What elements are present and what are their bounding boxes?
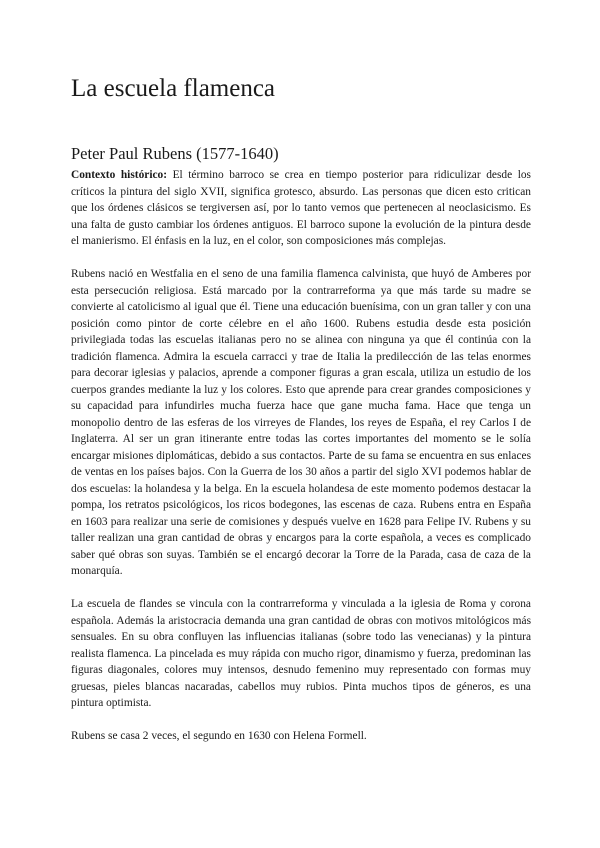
page-title: La escuela flamenca [71,75,276,102]
section-heading: Peter Paul Rubens (1577-1640) [71,144,279,163]
biography-paragraph: Rubens nació en Westfalia en el seno de una familia flamenca calvinista, que huyó de Amberes por esta persecución religiosa. Está marcado por la contrarreforma ya que más tarde su madre se convierte al catolicismo al igual que él. Tiene una educación buenísima, con un gran taller y con una posición como pintor de corte célebre en el año 1600. Rubens estudia desde esta posición privilegiada todas las escuelas italianas pero no se alinea con ninguna ya que él continúa con la tradición flamenca. Admira la escuela carracci y trae de Italia la predilección de las telas enormes para decorar iglesias y palacios, aprende a componer figuras a gran escala, utiliza un estudio de los cuerpos grandes mediante la luz y los colores. Esto que aprende para crear grandes composiciones y su capacidad para infundirles mucha fuerza hace que gane mucha fama. Hace que tenga un monopolio dentro de las esferas de los virreyes de Flandes, los reyes de España, el rey Carlos I de Inglaterra. Al ser un gran itinerante entre todas las cortes importantes del momento se le solía encargar misiones diplomáticas, debido a sus contactos. Parte de su fama se encuentra en sus enlaces de ventas en los países bajos. Con la Guerra de los 30 años a partir del siglo XVI podemos hablar de dos escuelas: la holandesa y la belga. En la escuela holandesa de este momento podemos destacar la pompa, los retratos psicológicos, los ricos bodegones, las escenas de caza. Rubens entra en España en 1603 para realizar una serie de comisiones y después vuelve en 1628 para Felipe IV. Rubens y su taller realizan una gran cantidad de obras y encargos para la corte española, a veces es complicado saber qué obras son suyas. También se el encargó decorar la Torre de la Parada, casa de caza de la monarquía. [71,268,531,577]
document-body [71,167,531,761]
context-label: Contexto histórico: [71,169,168,181]
style-paragraph: La escuela de flandes se vincula con la contrarreforma y vinculada a la iglesia de Roma y corona española. Además la aristocracia demanda una gran cantidad de obras con motivos mitológicos más sensuales. En su obra confluyen las influencias italianas (sobre todo las venecianas) y la pintura realista flamenca. La pincelada es muy rápida con mucho rigor, dinamismo y fuerza, predominan las figuras diagonales, colores muy intensos, desnudo femenino muy representado con formas muy gruesas, pieles blancas nacaradas, cabellos muy rubios. Pinta muchos tipos de géneros, es una pintura optimista. [71,598,531,709]
marriage-paragraph: Rubens se casa 2 veces, el segundo en 1630 con Helena Formell. [71,730,367,742]
context-text: El término barroco se crea en tiempo posterior para ridiculizar desde los críticos la pintura del siglo XVII, significa grotesco, absurdo. Las personas que dicen esto critican que los órdenes clásicos se tergiversen así, por lo tanto vemos que pertenecen al neoclasicismo. Es una falta de gusto cambiar los órdenes antiguos. El barroco supone la evolución de la pintura desde el manierismo. El énfasis en la luz, en el color, son composiciones más complejas. [71,169,531,247]
context-paragraph [71,167,531,250]
